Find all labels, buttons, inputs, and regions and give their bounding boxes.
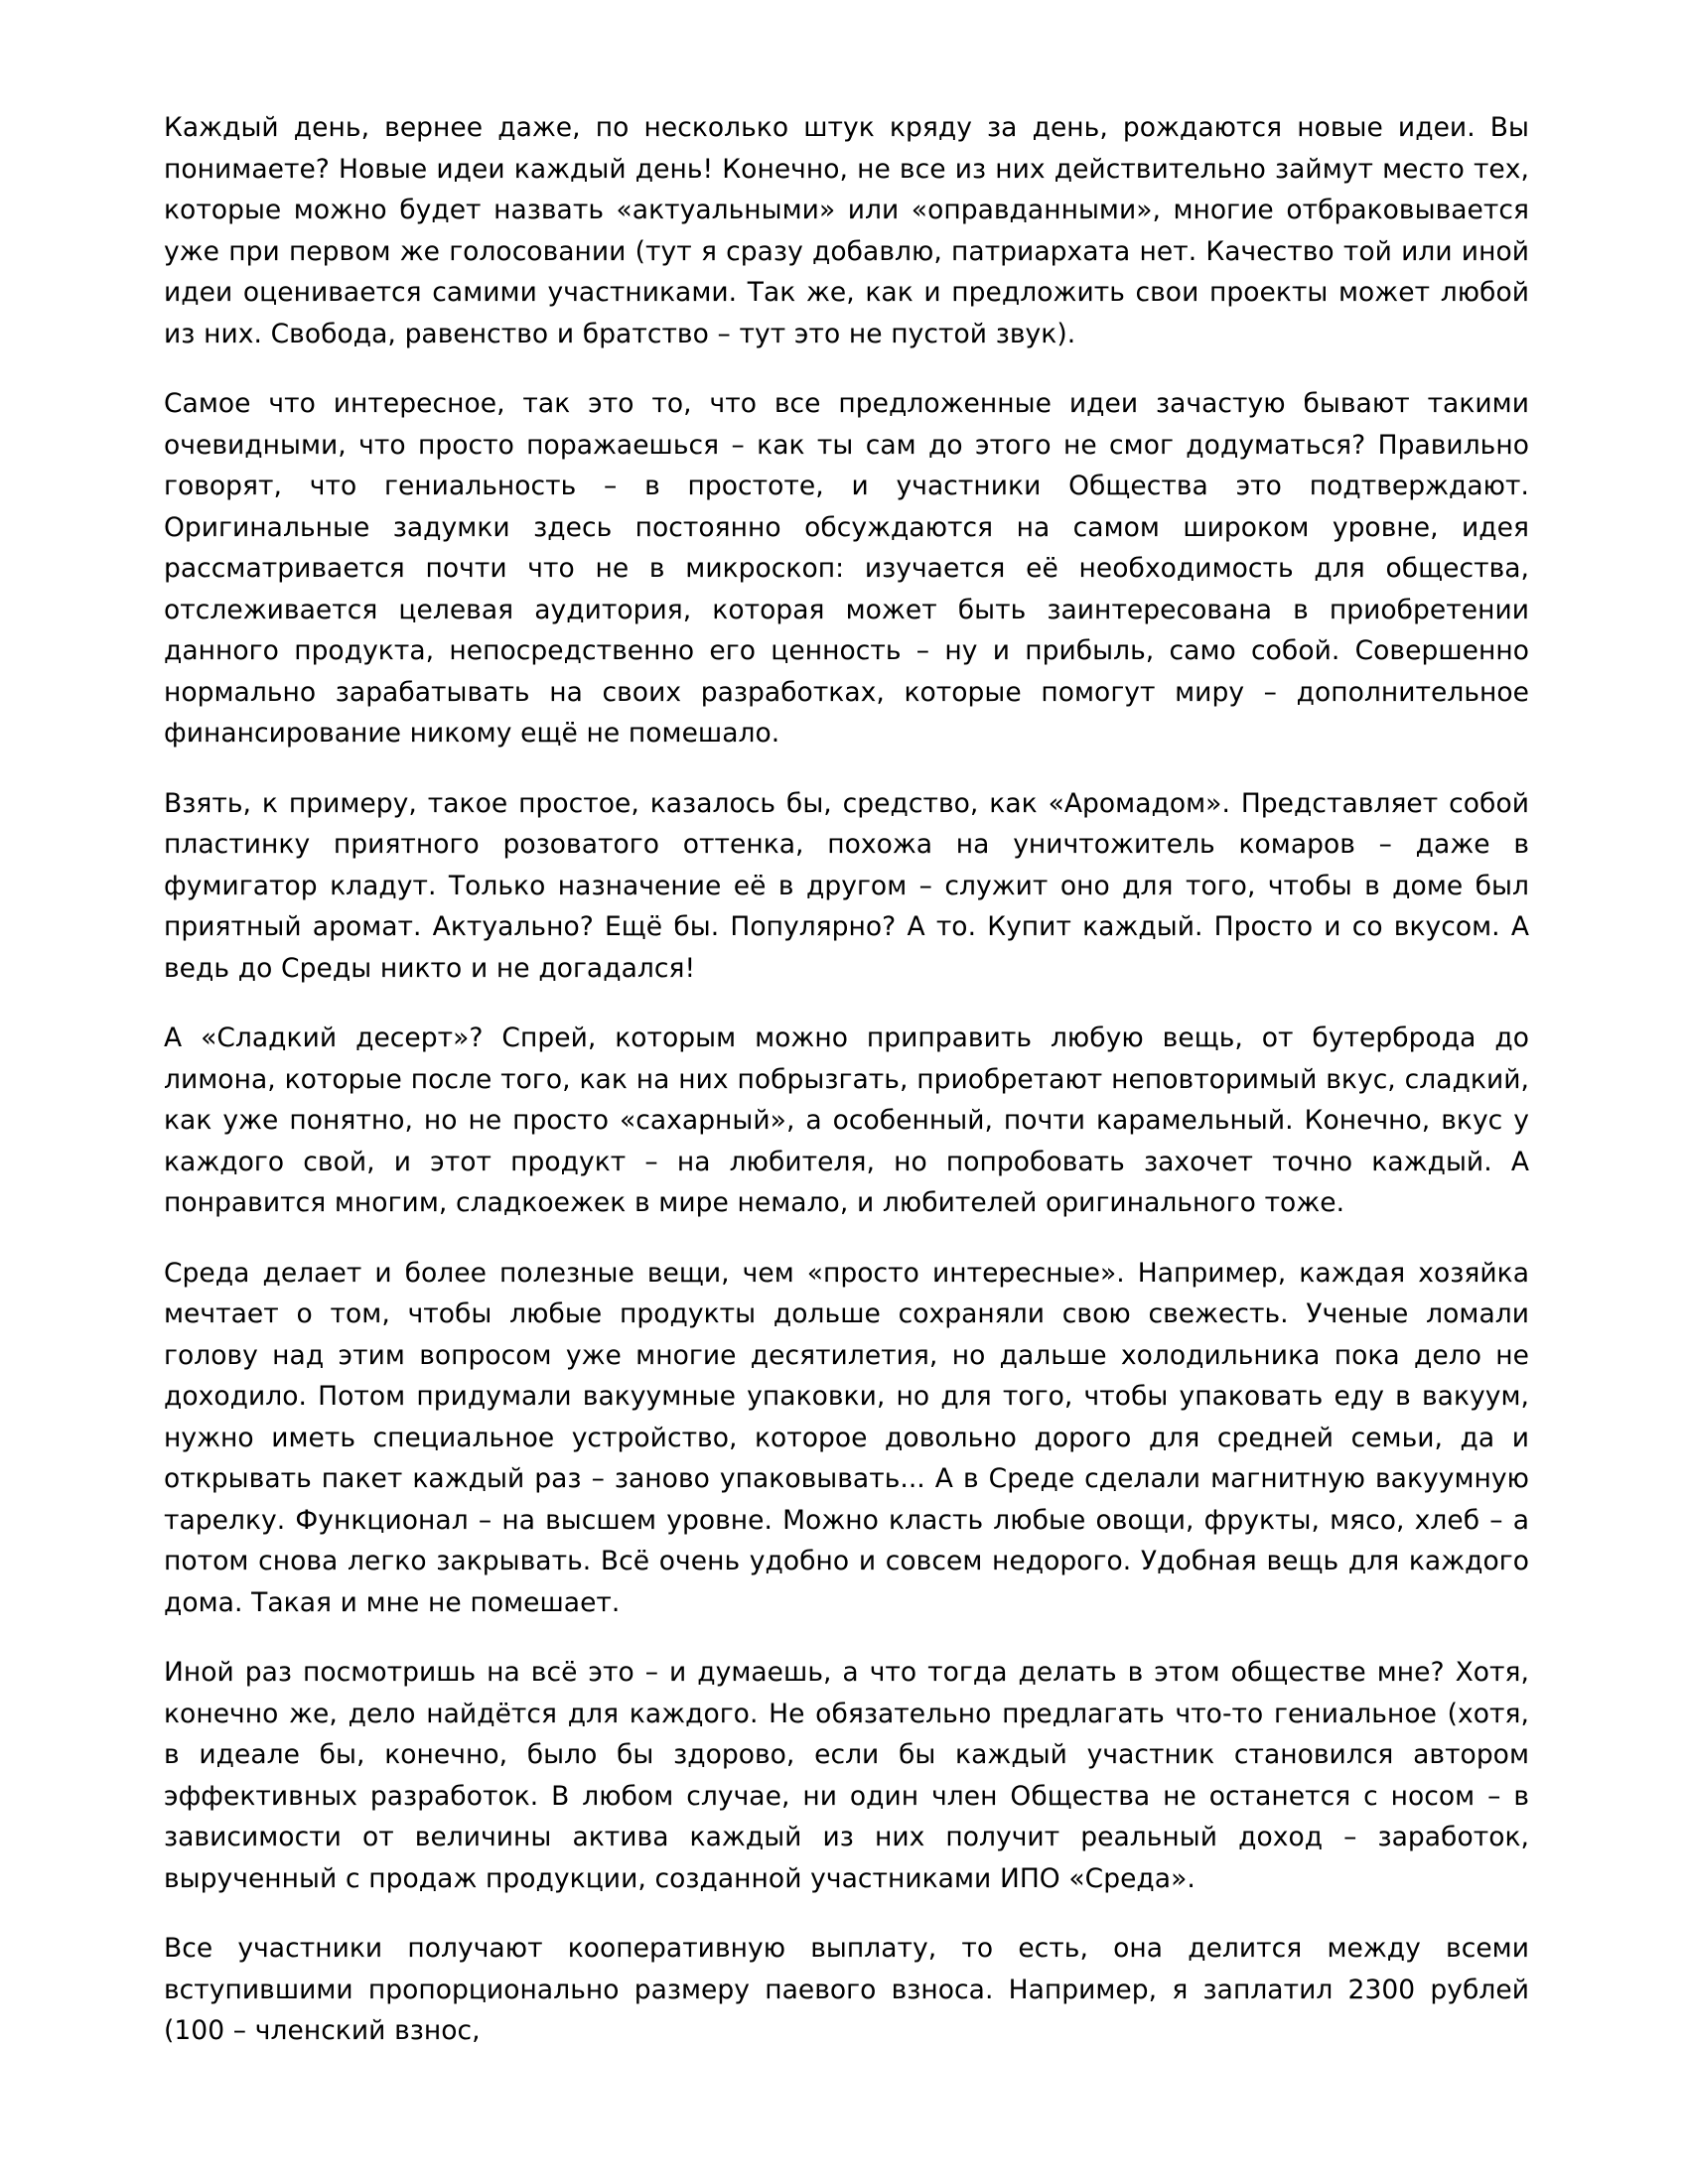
paragraph-4: А «Сладкий десерт»? Спрей, которым можно приправить любую вещь, от бутерброда до лимона, которые после того, как на них побрызгать, приобретают неповторимый вкус, сладкий, как уже понятно, но не просто «сахарный», а особенный, почти карамельный. Конечно, вкус у каждого свой, и этот продукт – на любителя, но попробовать захочет точно каждый. А понравится многим, сладкоежек в мире немало, и любителей оригинального тоже.: [164, 1023, 1529, 1218]
document-text-body: [164, 107, 1529, 2052]
paragraph-5: Среда делает и более полезные вещи, чем «просто интересные». Например, каждая хозяйка мечтает о том, чтобы любые продукты дольше сохраняли свою свежесть. Ученые ломали голову над этим вопросом уже многие десятилетия, но дальше холодильника пока дело не доходило. Потом придумали вакуумные упаковки, но для того, чтобы упаковать еду в вакуум, нужно иметь специальное устройство, которое довольно дорого для средней семьи, да и открывать пакет каждый раз – заново упаковывать... А в Среде сделали магнитную вакуумную тарелку. Функционал – на высшем уровне. Можно класть любые овощи, фрукты, мясо, хлеб – а потом снова легко закрывать. Всё очень удобно и совсем недорого. Удобная вещь для каждого дома. Такая и мне не помешает.: [164, 1257, 1529, 1618]
paragraph-3: Взять, к примеру, такое простое, казалось бы, средство, как «Аромадом». Представляет собой пластинку приятного розоватого оттенка, похожа на уничтожитель комаров – даже в фумигатор кладут. Только назначение её в другом – служит оно для того, чтобы в доме был приятный аромат. Актуально? Ещё бы. Популярно? А то. Купит каждый. Просто и со вкусом. А ведь до Среды никто и не догадался!: [164, 787, 1529, 984]
paragraph-7: Все участники получают кооперативную выплату, то есть, она делится между всеми вступившими пропорционально размеру паевого взноса. Например, я заплатил 2300 рублей (100 – членский взнос,: [164, 1933, 1529, 2046]
paragraph-6: Иной раз посмотришь на всё это – и думаешь, а что тогда делать в этом обществе мне? Хотя, конечно же, дело найдётся для каждого. Не обязательно предлагать что-то гениальное (хотя, в идеале бы, конечно, было бы здорово, если бы каждый участник становился автором эффективных разработок. В любом случае, ни один член Общества не останется с носом – в зависимости от величины актива каждый из них получит реальный доход – заработок, вырученный с продаж продукции, созданной участниками ИПО «Среда».: [164, 1657, 1529, 1894]
paragraph-2: Самое что интересное, так это то, что все предложенные идеи зачастую бывают такими очевидными, что просто поражаешься – как ты сам до этого не смог додуматься? Правильно говорят, что гениальность – в простоте, и участники Общества это подтверждают. Оригинальные задумки здесь постоянно обсуждаются на самом широком уровне, идея рассматривается почти что не в микроскоп: изучается её необходимость для общества, отслеживается целевая аудитория, которая может быть заинтересована в приобретении данного продукта, непосредственно его ценность – ну и прибыль, само собой. Совершенно нормально зарабатывать на своих разработках, которые помогут миру – дополнительное финансирование никому ещё не помешало.: [164, 388, 1529, 749]
paragraph-1: Каждый день, вернее даже, по несколько штук кряду за день, рождаются новые идеи. Вы понимаете? Новые идеи каждый день! Конечно, не все из них действительно займут место тех, которые можно будет назвать «актуальными» или «оправданными», многие отбраковывается уже при первом же голосовании (тут я сразу добавлю, патриархата нет. Качество той или иной идеи оценивается самими участниками. Так же, как и предложить свои проекты может любой из них. Свобода, равенство и братство – тут это не пустой звук).: [164, 112, 1529, 349]
